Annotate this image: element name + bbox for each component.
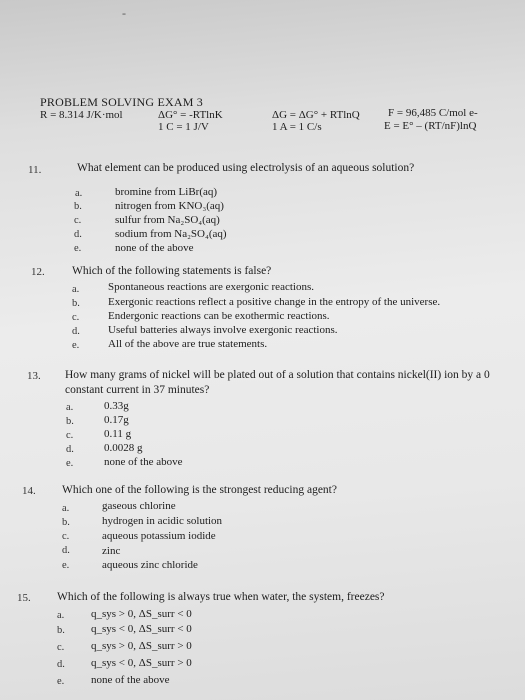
option-c: sulfur from Na₂SO₄(aq) [115, 214, 220, 226]
option-d: 0.0028 g [104, 442, 143, 454]
option-letter: c. [72, 312, 80, 323]
option-e: none of the above [91, 674, 170, 686]
option-letter: c. [62, 531, 70, 542]
option-d: sodium from Na₂SO₄(aq) [115, 228, 227, 240]
option-b: Exergonic reactions reflect a positive change in the entropy of the universe. [108, 296, 441, 308]
option-letter: a. [57, 610, 65, 621]
question-number: 12. [31, 266, 45, 278]
option-letter: b. [62, 517, 70, 528]
option-a: bromine from LiBr(aq) [115, 186, 218, 198]
option-letter: e. [57, 676, 65, 687]
exam-title: PROBLEM SOLVING EXAM 3 [40, 95, 203, 109]
option-letter: b. [72, 298, 80, 309]
option-b: hydrogen in acidic solution [102, 515, 223, 527]
option-letter: e. [62, 560, 70, 571]
ampere-definition: 1 A = 1 C/s [272, 121, 322, 133]
question-text: Which one of the following is the strongest reducing agent? [62, 484, 337, 496]
option-a: q_sys > 0, ΔS_surr < 0 [91, 608, 192, 620]
option-e: none of the above [104, 456, 183, 468]
option-d: zinc [102, 545, 121, 557]
option-a: Spontaneous reactions are exergonic reactions. [108, 281, 314, 293]
option-letter: a. [62, 503, 70, 514]
question-number: 13. [27, 370, 41, 382]
option-c: q_sys > 0, ΔS_surr > 0 [91, 640, 192, 652]
faraday-constant: F = 96,485 C/mol e- [388, 107, 478, 119]
question-number: 15. [17, 592, 31, 604]
free-energy-equation: ΔG = ΔG° + RTlnQ [272, 109, 360, 121]
option-letter: d. [66, 444, 74, 455]
nernst-equation: E = E° – (RT/nF)lnQ [384, 120, 477, 132]
option-d: q_sys < 0, ΔS_surr > 0 [91, 657, 192, 669]
option-b: 0.17g [104, 414, 129, 426]
option-letter: b. [57, 625, 65, 636]
option-letter: c. [66, 430, 74, 441]
question-text-continued: constant current in 37 minutes? [65, 384, 210, 396]
option-letter: e. [72, 340, 80, 351]
coulomb-definition: 1 C = 1 J/V [158, 121, 209, 133]
option-c: Endergonic reactions can be exothermic reactions. [108, 310, 330, 322]
option-a: 0.33g [104, 400, 129, 412]
top-mark: - [122, 6, 126, 20]
question-number: 11. [28, 164, 42, 176]
question-text: Which of the following statements is false? [72, 265, 272, 277]
option-e: aqueous zinc chloride [102, 559, 198, 571]
option-letter: a. [66, 402, 74, 413]
option-letter: c. [57, 642, 65, 653]
option-letter: e. [74, 243, 82, 254]
gas-constant: R = 8.314 J/K·mol [40, 109, 123, 121]
option-d: Useful batteries always involve exergonic reactions. [108, 324, 338, 336]
option-letter: d. [72, 326, 80, 337]
option-letter: d. [62, 545, 70, 556]
option-letter: e. [66, 458, 74, 469]
question-number: 14. [22, 485, 36, 497]
standard-free-energy-equation: ΔG° = -RTlnK [158, 109, 223, 121]
option-c: aqueous potassium iodide [102, 530, 216, 542]
option-letter: d. [74, 229, 82, 240]
option-b: nitrogen from KNO₃(aq) [115, 200, 224, 212]
option-letter: d. [57, 659, 65, 670]
option-letter: b. [74, 201, 82, 212]
option-letter: a. [72, 284, 80, 295]
question-text: Which of the following is always true when water, the system, freezes? [57, 591, 385, 603]
option-b: q_sys < 0, ΔS_surr < 0 [91, 623, 192, 635]
option-c: 0.11 g [104, 428, 132, 440]
option-a: gaseous chlorine [102, 500, 176, 512]
option-letter: c. [74, 215, 82, 226]
option-letter: b. [66, 416, 74, 427]
option-e: All of the above are true statements. [108, 338, 268, 350]
option-letter: a. [75, 188, 83, 199]
question-text: What element can be produced using electrolysis of an aqueous solution? [77, 162, 415, 174]
question-text: How many grams of nickel will be plated out of a solution that contains nickel(II) ion by a 0 [65, 369, 490, 381]
option-e: none of the above [115, 242, 194, 254]
